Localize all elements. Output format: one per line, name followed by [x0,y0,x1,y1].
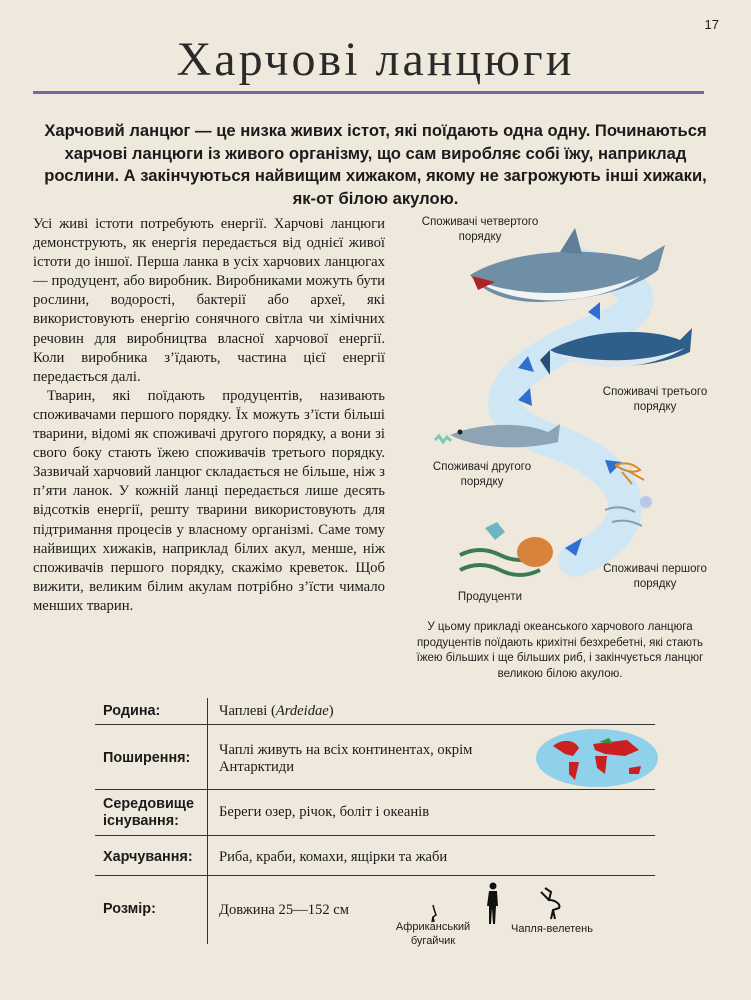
size-label: Розмір: [103,901,156,917]
label-producers: Продуценти [457,591,523,603]
body-paragraph-1: Усі живі істоти потребують енергії. Харчові ланцюги демонструють, як енергія передається від однієї живої істоти до іншої. Перша ланка в усіх харчових ланцюгах — продуцент, або виробник. Виробниками можуть бути рослини, водорості, бактерії або археї, які використовують енергію сонячного світла чи хімічних речовин для виробництва власної харчової енергії. Коли виробника з’їдають, частина цієї енергії передається далі. [33,216,385,385]
habitat-value: Береги озер, річок, боліт і океанів [219,804,430,820]
body-text [33,215,385,616]
world-map-icon [535,728,659,788]
food-chain-illustration [400,210,720,620]
small-heron-label: Африканський бугайчик [395,921,471,947]
label-third-order: Споживачі третього порядку [602,386,708,413]
large-heron-label: Чапля-велетень [511,923,593,935]
range-value: Чаплі живуть на всіх континентах, окрім Антарктиди [219,742,473,775]
label-fourth-order: Споживачі четвертого порядку [421,216,539,243]
table-rule [95,724,655,725]
figure-caption: У цьому прикладі океанського харчового ланцюга продуцентів поїдають крихітні безхребетні, які стають їжею більших і ще більших риб, і закінчується ланцюг великою білою акулою. [416,621,704,680]
range-label: Поширення: [103,750,191,766]
diet-label: Харчування: [103,849,193,865]
food-chain-figure [400,210,720,620]
human-silhouette-icon [485,882,501,926]
body-paragraph-2: Тварин, які поїдають продуцентів, називають споживачами першого порядку. Їх можуть з’їсти більші тварини, відомі як споживачі другого порядку, а вони зі свого боку стають їжею споживачів третього порядку. Зазвичай харчовий ланцюг складається не більше, ніж з п’яти ланок. У кожній ланці передається лише десять відсотків енергії, решту тварини використовують для підтримання процесів у власному організмі. Саме тому найвищих хижаків, наприклад білих акул, менше, ніж споживачів першого порядку, скажімо креветок. Щоб вижити, великим білим акулам потрібно з’їсти чимало менших тварин. [33,387,385,614]
family-latin: Ardeidae [275,703,329,719]
large-heron-icon [539,886,565,920]
diet-value: Риба, краби, комахи, ящірки та жаби [219,849,448,865]
intro-paragraph: Харчовий ланцюг — це низка живих істот, які поїдають одна одну. Починаються харчові ланцюги із живого організму, що сам виробляє собі їжу, наприклад рослини. А закінчуються найвищим хижаком, якому не загрожують інші хижаки, як-от білою акулою. [44,121,707,208]
table-divider [207,698,208,944]
habitat-label: Середовище існування: [103,796,194,829]
label-second-order: Споживачі другого порядку [432,461,532,488]
heron-fact-table [95,698,655,947]
jellyfish-icon [640,496,652,508]
page-number: 17 [704,17,719,32]
table-rule [95,789,655,790]
family-label: Родина: [103,703,161,719]
label-first-order: Споживачі першого порядку [603,563,707,590]
table-rule [95,835,655,836]
plankton-icon [460,522,553,575]
table-rule [95,875,655,876]
family-value: Чаплеві (Ardeidae) [219,703,334,719]
size-value: Довжина 25—152 см [219,902,349,918]
title-rule [33,91,704,94]
page-title: Харчові ланцюги [176,33,575,86]
